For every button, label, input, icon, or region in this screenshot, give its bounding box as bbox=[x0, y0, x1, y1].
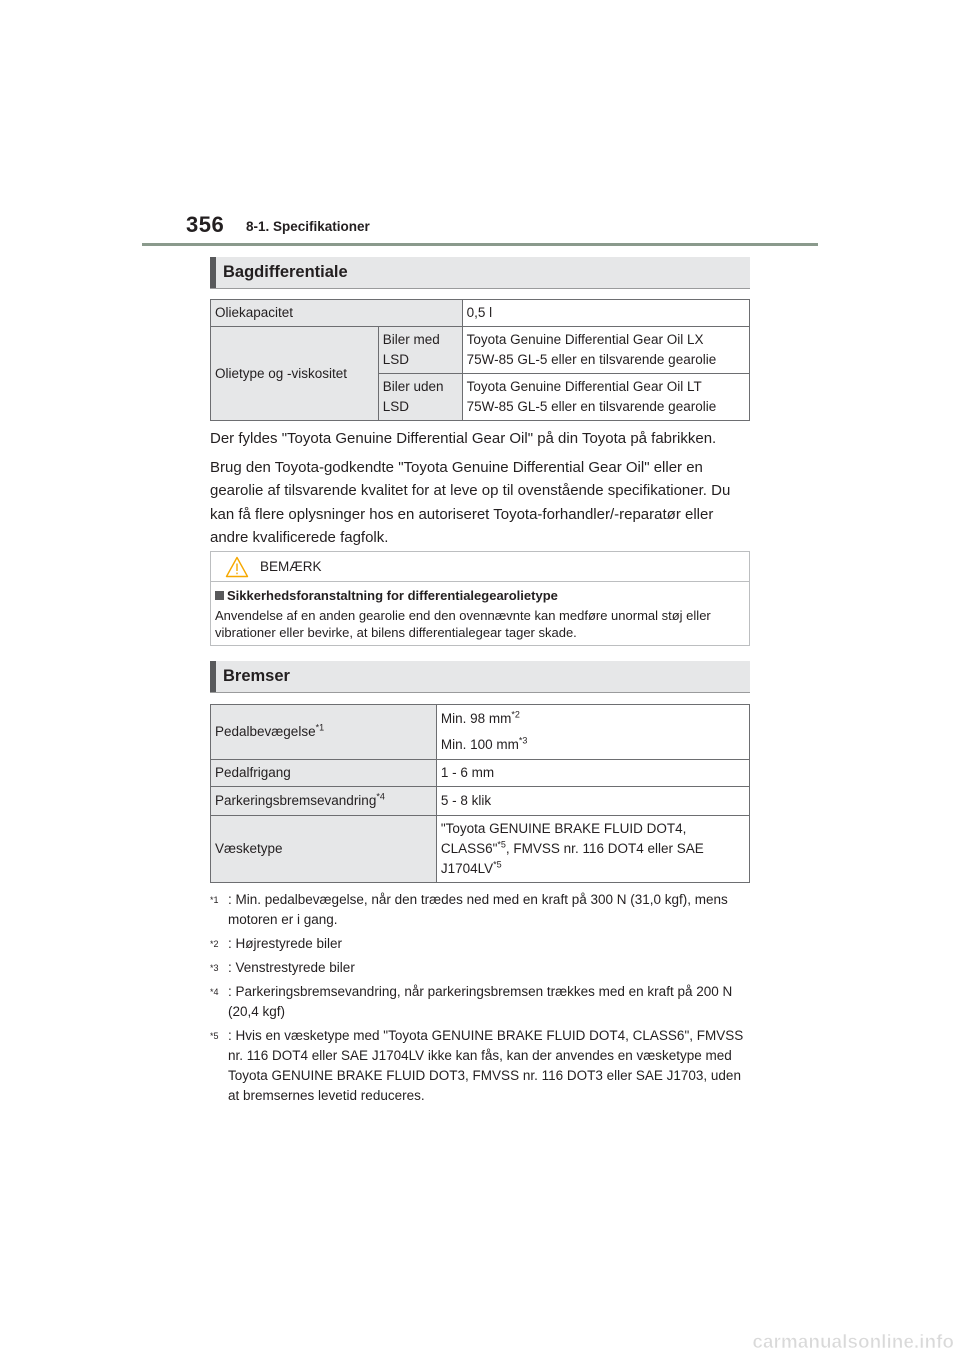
paragraph: Der fyldes "Toyota Genuine Differential Gear Oil" på din Toyota på fabrikken. bbox=[210, 430, 717, 447]
footnote-mark: *2 bbox=[210, 939, 219, 949]
cell-line: 75W-85 GL-5 eller en tilsvarende gearolie bbox=[466, 352, 717, 367]
footnote-mark: *5 bbox=[497, 839, 506, 850]
footnote bbox=[210, 958, 755, 978]
page-number: 356 bbox=[186, 212, 225, 237]
table-row bbox=[211, 816, 750, 883]
table-value-cell bbox=[462, 374, 749, 421]
label-text: Parkeringsbremsevandring bbox=[215, 793, 377, 808]
table-label-cell bbox=[211, 787, 437, 816]
footnote-mark: *3 bbox=[518, 735, 528, 746]
section-heading-text: Bagdifferentiale bbox=[223, 263, 348, 281]
notice-subheading bbox=[215, 588, 558, 603]
footnote-text: : Hvis en væsketype med "Toyota GENUINE BRAKE FLUID DOT4, CLASS6", FMVSS nr. 116 DOT4 eller SAE J1704LV ikke kan fås, kan der anvendes en væsketype med Toyota GENUINE BRAKE FLUID DOT3, FMVSS nr. 116 DOT3 eller SAE J1703, uden at bremsernes levetid reduceres. bbox=[228, 1028, 744, 1103]
notice-box bbox=[210, 551, 750, 646]
footnote-marker bbox=[210, 1026, 219, 1051]
cell-line: LSD bbox=[382, 352, 409, 367]
footnote-marker bbox=[210, 958, 219, 983]
table-row bbox=[211, 705, 750, 760]
table-value-cell bbox=[462, 327, 749, 374]
footnote-mark: *1 bbox=[210, 895, 219, 905]
table-value-cell: 0,5 l bbox=[462, 300, 749, 327]
footnote-text: : Parkeringsbremsevandring, når parkeringsbremsen trækkes med en kraft på 200 N (20,4 kgf) bbox=[228, 984, 733, 1019]
label-text: Pedalbevægelse bbox=[215, 724, 316, 739]
table-value-cell bbox=[436, 705, 749, 760]
footnote-marker bbox=[210, 890, 219, 915]
footnotes bbox=[210, 890, 755, 1110]
footnote bbox=[210, 934, 755, 954]
cell-line: Toyota Genuine Differential Gear Oil LX bbox=[466, 332, 704, 347]
footnote-mark: *4 bbox=[210, 987, 219, 997]
header-divider bbox=[142, 243, 818, 246]
footnote-text: : Venstrestyrede biler bbox=[228, 960, 355, 975]
table-value-cell bbox=[436, 816, 749, 883]
section-heading-rear-differential bbox=[210, 257, 750, 289]
footnote-marker bbox=[210, 934, 219, 959]
section-heading-bar bbox=[210, 257, 216, 288]
table-sublabel-cell bbox=[378, 327, 462, 374]
notice-header bbox=[211, 552, 749, 582]
footnote-mark: *1 bbox=[315, 722, 325, 733]
svg-text:carmanualsonline.info: carmanualsonline.info bbox=[752, 1332, 954, 1353]
footnote-mark: *2 bbox=[511, 709, 520, 720]
cell-line: 75W-85 GL-5 eller en tilsvarende gearolie bbox=[466, 399, 717, 414]
footnote bbox=[210, 890, 755, 930]
table-value-cell: 5 - 8 klik bbox=[436, 787, 749, 816]
value-text: CLASS6" bbox=[440, 841, 498, 856]
table-label-cell: Pedalfrigang bbox=[211, 760, 437, 787]
footnote-mark: *3 bbox=[210, 963, 219, 973]
paragraph: Brug den Toyota-godkendte "Toyota Genuine Differential Gear Oil" eller en gearolie af tilsvarende kvalitet for at leve op til ovenstående specifikationer. Du kan få flere oplysninger hos en autoriseret Toyota-forhandler/-reparatør eller andre kvalificerede fagfolk. bbox=[210, 458, 731, 546]
table-label-cell: Oliekapacitet bbox=[211, 300, 463, 327]
footnote-mark: *5 bbox=[493, 859, 502, 870]
value-text: , FMVSS nr. 116 DOT4 eller SAE bbox=[505, 841, 704, 856]
cell-line: Biler uden bbox=[382, 379, 444, 394]
footnote-mark: *4 bbox=[376, 791, 385, 802]
section-heading-brakes bbox=[210, 661, 750, 693]
cell-line: Biler med bbox=[382, 332, 440, 347]
chapter-title: 8-1. Specifikationer bbox=[246, 219, 370, 234]
rear-differential-table bbox=[210, 299, 750, 421]
section-heading-bar bbox=[210, 661, 216, 692]
footnote-text: : Min. pedalbevægelse, når den trædes ned med en kraft på 300 N (31,0 kgf), mens motoren er i gang. bbox=[228, 892, 728, 927]
table-row bbox=[211, 760, 750, 787]
footnote-marker bbox=[210, 982, 219, 1007]
cell-line bbox=[441, 709, 745, 729]
table-label-cell: Væsketype bbox=[211, 816, 437, 883]
footnote-mark: *5 bbox=[210, 1031, 219, 1041]
table-row bbox=[211, 300, 750, 327]
cell-line bbox=[441, 735, 745, 755]
cell-line: Toyota Genuine Differential Gear Oil LT bbox=[466, 379, 702, 394]
cell-line bbox=[441, 839, 745, 859]
notice-subheading-text: Sikkerhedsforanstaltning for differentialegearolietype bbox=[227, 588, 558, 603]
footnote bbox=[210, 982, 755, 1022]
warning-triangle-icon bbox=[225, 556, 249, 578]
section-heading-text: Bremser bbox=[223, 667, 290, 685]
table-label-cell bbox=[211, 705, 437, 760]
watermark-logo bbox=[742, 1324, 958, 1356]
table-sublabel-cell bbox=[378, 374, 462, 421]
value-text: Min. 98 mm bbox=[440, 711, 512, 726]
footnote bbox=[210, 1026, 755, 1106]
cell-line: "Toyota GENUINE BRAKE FLUID DOT4, bbox=[440, 821, 687, 836]
brakes-table bbox=[210, 704, 750, 883]
table-value-cell: 1 - 6 mm bbox=[436, 760, 749, 787]
footnote-text: : Højrestyrede biler bbox=[228, 936, 343, 951]
table-row bbox=[211, 787, 750, 816]
value-text: J1704LV bbox=[440, 861, 494, 876]
body-text bbox=[210, 427, 755, 555]
table-label-cell: Olietype og -viskositet bbox=[211, 327, 379, 421]
notice-text: Anvendelse af en anden gearolie end den ovennævnte kan medføre unormal støj eller vibrationer eller bevirke, at bilens differentialegear tager skade. bbox=[215, 608, 711, 640]
table-row bbox=[211, 327, 750, 374]
notice-label: BEMÆRK bbox=[260, 559, 322, 574]
value-text: Min. 100 mm bbox=[440, 737, 519, 752]
cell-line bbox=[441, 859, 745, 879]
cell-line: LSD bbox=[382, 399, 409, 414]
bullet-square-icon bbox=[215, 591, 224, 600]
